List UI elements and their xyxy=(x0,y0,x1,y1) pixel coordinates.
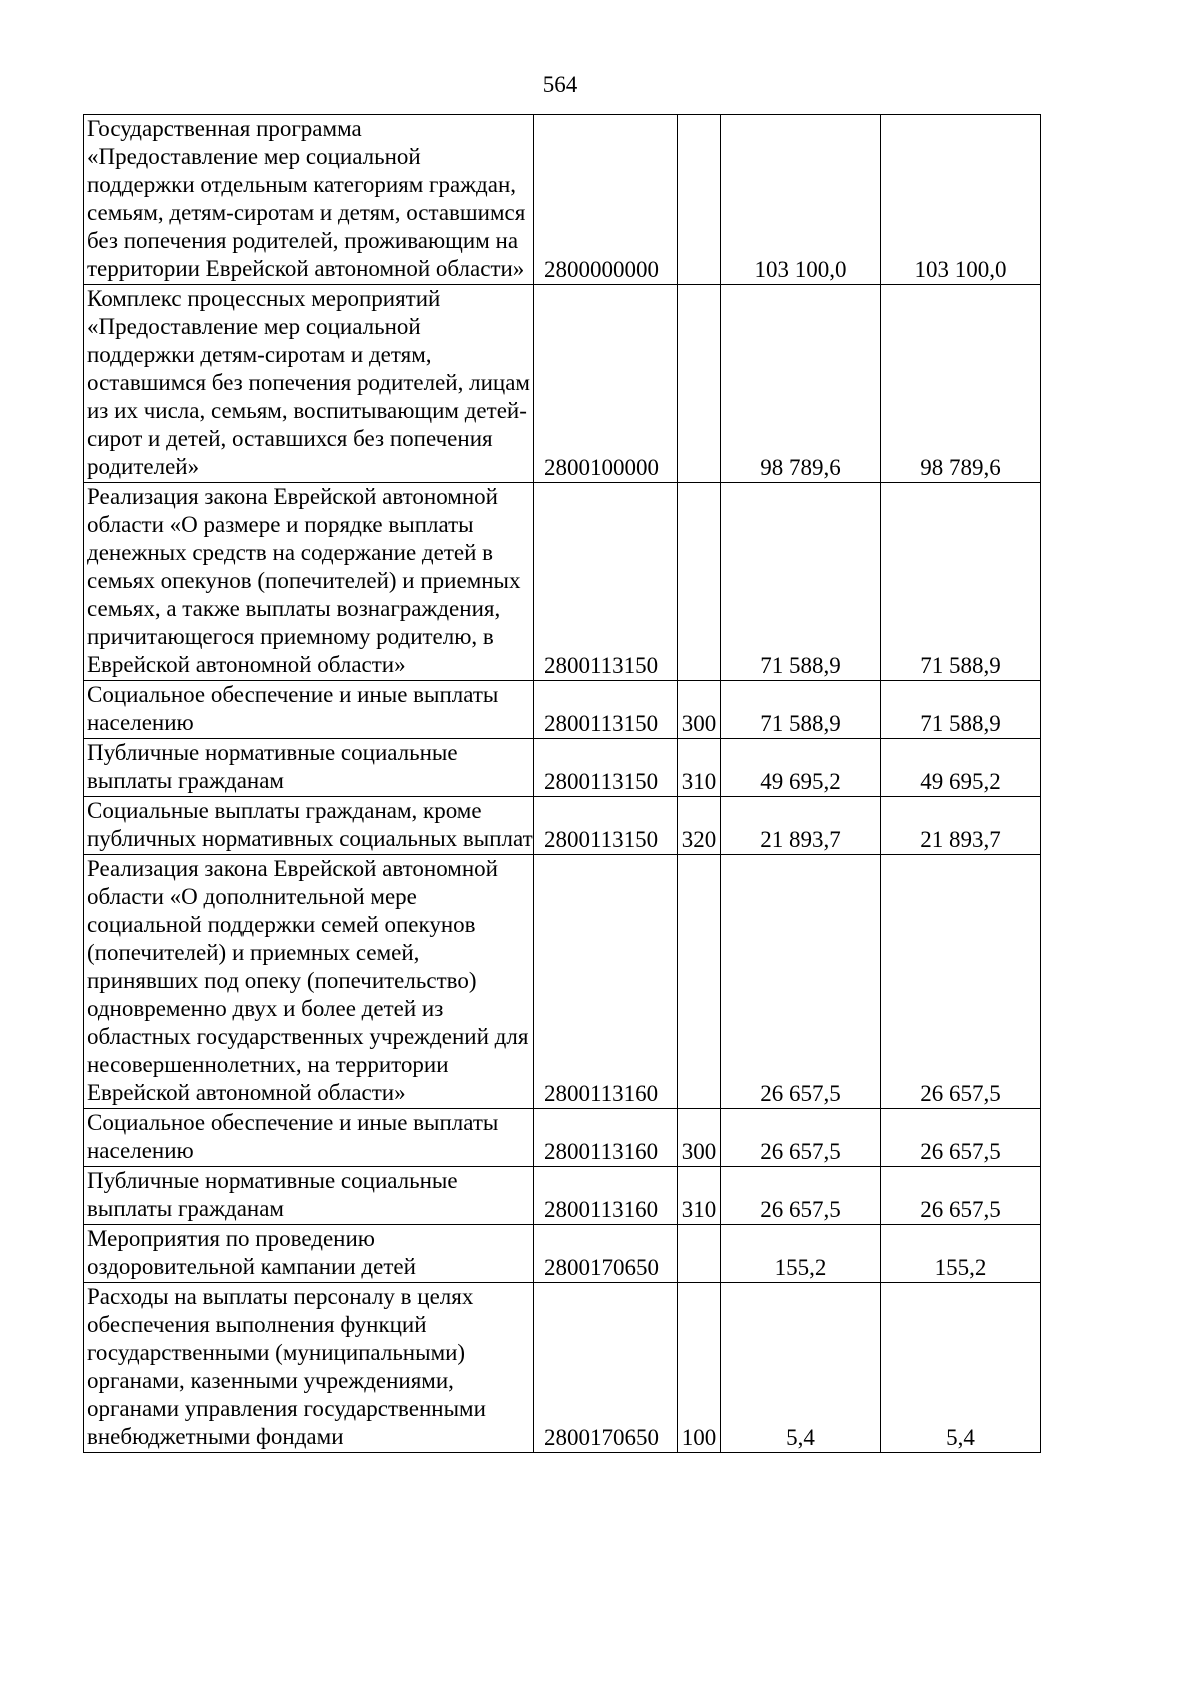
row-expense-type: 100 xyxy=(678,1283,721,1453)
row-name: Комплекс процессных мероприятий «Предоставление мер социальной поддержки детям-сиротам и детям, оставшимся без попечения родителей, лицам из их числа, семьям, воспитывающим детей-сирот и детей, оставшихся без попечения родителей» xyxy=(84,285,534,483)
row-expense-type: 300 xyxy=(678,681,721,739)
row-target-article: 2800170650 xyxy=(534,1283,678,1453)
row-sum-1: 155,2 xyxy=(721,1225,881,1283)
row-target-article: 2800113150 xyxy=(534,483,678,681)
row-name: Мероприятия по проведению оздоровительной кампании детей xyxy=(84,1225,534,1283)
row-target-article: 2800100000 xyxy=(534,285,678,483)
row-sum-1: 103 100,0 xyxy=(721,115,881,285)
page-number: 564 xyxy=(542,72,578,97)
row-name: Социальное обеспечение и иные выплаты населению xyxy=(84,681,534,739)
budget-table-body xyxy=(84,115,1041,1453)
row-sum-2: 103 100,0 xyxy=(881,115,1041,285)
row-target-article: 2800113160 xyxy=(534,1109,678,1167)
row-sum-2: 71 588,9 xyxy=(881,681,1041,739)
row-expense-type xyxy=(678,115,721,285)
row-target-article: 2800113160 xyxy=(534,855,678,1109)
table-row xyxy=(84,739,1041,797)
row-name: Социальные выплаты гражданам, кроме публичных нормативных социальных выплат xyxy=(84,797,534,855)
row-sum-1: 26 657,5 xyxy=(721,1109,881,1167)
row-expense-type: 310 xyxy=(678,739,721,797)
row-name: Реализация закона Еврейской автономной области «О размере и порядке выплаты денежных средств на содержание детей в семьях опекунов (попечителей) и приемных семьях, а также выплаты вознаграждения, причитающегося приемному родителю, в Еврейской автономной области» xyxy=(84,483,534,681)
row-sum-1: 71 588,9 xyxy=(721,681,881,739)
row-name: Расходы на выплаты персоналу в целях обеспечения выполнения функций государственными (муниципальными) органами, казенными учреждениями, органами управления государственными внебюджетными фондами xyxy=(84,1283,534,1453)
row-target-article: 2800113150 xyxy=(534,797,678,855)
budget-table xyxy=(83,114,1041,1453)
row-sum-1: 49 695,2 xyxy=(721,739,881,797)
row-sum-2: 49 695,2 xyxy=(881,739,1041,797)
row-sum-2: 21 893,7 xyxy=(881,797,1041,855)
row-expense-type: 300 xyxy=(678,1109,721,1167)
row-expense-type: 310 xyxy=(678,1167,721,1225)
row-name: Реализация закона Еврейской автономной области «О дополнительной мере социальной поддержки семей опекунов (попечителей) и приемных семей, принявших под опеку (попечительство) одновременно двух и более детей из областных государственных учреждений для несовершеннолетних, на территории Еврейской автономной области» xyxy=(84,855,534,1109)
table-row xyxy=(84,1167,1041,1225)
row-target-article: 2800113160 xyxy=(534,1167,678,1225)
row-sum-2: 26 657,5 xyxy=(881,1167,1041,1225)
row-sum-2: 98 789,6 xyxy=(881,285,1041,483)
row-name: Государственная программа «Предоставление мер социальной поддержки отдельным категориям граждан, семьям, детям-сиротам и детям, оставшимся без попечения родителей, проживающим на территории Еврейской автономной области» xyxy=(84,115,534,285)
row-target-article: 2800000000 xyxy=(534,115,678,285)
row-name: Социальное обеспечение и иные выплаты населению xyxy=(84,1109,534,1167)
table-row xyxy=(84,1225,1041,1283)
row-sum-1: 98 789,6 xyxy=(721,285,881,483)
table-row xyxy=(84,285,1041,483)
table-row xyxy=(84,115,1041,285)
row-target-article: 2800170650 xyxy=(534,1225,678,1283)
row-expense-type xyxy=(678,483,721,681)
row-name: Публичные нормативные социальные выплаты гражданам xyxy=(84,1167,534,1225)
row-name: Публичные нормативные социальные выплаты гражданам xyxy=(84,739,534,797)
table-row xyxy=(84,855,1041,1109)
table-row xyxy=(84,1283,1041,1453)
row-expense-type xyxy=(678,285,721,483)
row-sum-1: 71 588,9 xyxy=(721,483,881,681)
row-sum-2: 26 657,5 xyxy=(881,1109,1041,1167)
row-sum-1: 26 657,5 xyxy=(721,855,881,1109)
table-row xyxy=(84,681,1041,739)
row-target-article: 2800113150 xyxy=(534,681,678,739)
table-row xyxy=(84,1109,1041,1167)
table-row xyxy=(84,483,1041,681)
row-sum-2: 5,4 xyxy=(881,1283,1041,1453)
row-target-article: 2800113150 xyxy=(534,739,678,797)
table-row xyxy=(84,797,1041,855)
row-expense-type xyxy=(678,855,721,1109)
row-sum-1: 21 893,7 xyxy=(721,797,881,855)
row-sum-1: 5,4 xyxy=(721,1283,881,1453)
row-sum-2: 26 657,5 xyxy=(881,855,1041,1109)
row-sum-2: 155,2 xyxy=(881,1225,1041,1283)
row-expense-type xyxy=(678,1225,721,1283)
row-sum-1: 26 657,5 xyxy=(721,1167,881,1225)
row-expense-type: 320 xyxy=(678,797,721,855)
row-sum-2: 71 588,9 xyxy=(881,483,1041,681)
